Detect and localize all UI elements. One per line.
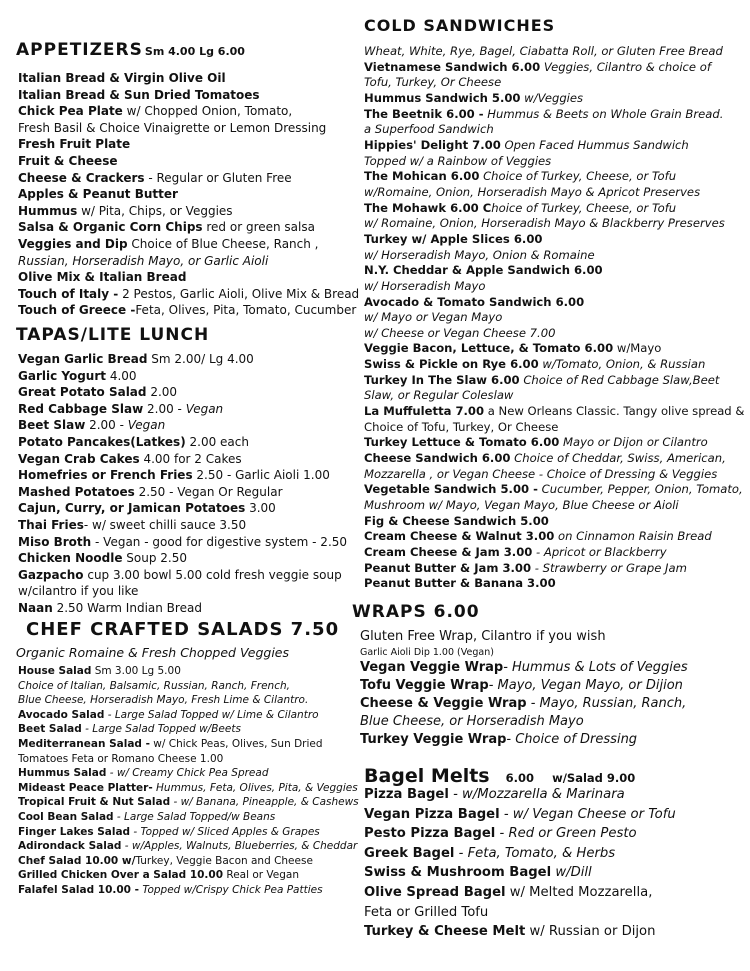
- menu-line: [364, 903, 744, 923]
- menu-line: [364, 404, 745, 420]
- menu-item-name: Olive Mix & Italian Bread: [18, 270, 187, 285]
- menu-item-name: Italian Bread & Sun Dried Tomatoes: [18, 87, 260, 102]
- menu-line: [364, 216, 734, 232]
- menu-line: [18, 810, 358, 825]
- menu-item-name: Swiss & Mushroom Bagel: [364, 865, 552, 881]
- bagel-melts-heading: [364, 765, 635, 787]
- menu-item-desc: Vegan: [185, 401, 224, 416]
- menu-item-name: Cream Cheese & Jam 3.00: [364, 545, 533, 559]
- menu-item-name: Avocado Salad: [18, 708, 105, 721]
- menu-item-name: Hummus: [18, 203, 78, 218]
- menu-line: [18, 517, 348, 534]
- menu-item-desc: Topped w/Crispy Chick Pea Patties: [139, 883, 323, 896]
- menu-line: [18, 384, 348, 401]
- menu-item-desc: w/Mayo: [613, 341, 662, 356]
- menu-item-desc: Choice of Red Cabbage Slaw,Beet: [519, 372, 720, 387]
- menu-line: [18, 302, 357, 319]
- menu-item-name: Swiss & Pickle on Rye 6.00: [364, 357, 539, 372]
- menu-line: [364, 107, 734, 123]
- wraps-note: Gluten Free Wrap, Cilantro if you wish: [360, 629, 606, 644]
- menu-line: [18, 883, 358, 898]
- menu-item-name: Fig & Cheese Sandwich 5.00: [364, 513, 549, 528]
- menu-line: [18, 351, 348, 368]
- menu-line: [364, 388, 734, 404]
- menu-item-name: Hummus Salad: [18, 767, 107, 780]
- bagel-melts-list: [364, 785, 744, 942]
- menu-item-desc: Feta, Olives, Pita, Tomato, Cucumber: [135, 303, 357, 318]
- menu-item-desc: Turkey, Veggie Bacon and Cheese: [135, 854, 313, 867]
- menu-line: [18, 825, 358, 840]
- menu-item-name: Tofu Veggie Wrap: [360, 678, 489, 694]
- menu-line: [364, 357, 734, 373]
- menu-line: [18, 781, 358, 796]
- menu-item-desc: a Superfood Sandwich: [364, 122, 494, 137]
- bagel-melts-salad-price: w/Salad 9.00: [552, 771, 636, 785]
- menu-item-name: Pizza Bagel: [364, 787, 449, 802]
- menu-line: [18, 253, 348, 270]
- menu-line: [18, 868, 358, 883]
- menu-line: [364, 863, 744, 883]
- menu-item-name: Hippies' Delight 7.00: [364, 137, 501, 152]
- menu-item-name: Naan: [18, 600, 53, 615]
- menu-line: [364, 341, 734, 357]
- menu-item-desc: red or green salsa: [202, 220, 315, 235]
- appetizers-title: APPETIZERS: [16, 40, 143, 60]
- menu-item-name: Turkey & Cheese Melt: [364, 924, 526, 940]
- menu-item-desc: Russian, Horseradish Mayo, or Garlic Aioli: [18, 253, 269, 268]
- menu-item-desc: 2.00 -: [143, 401, 186, 416]
- menu-item-name: Beet Slaw: [18, 418, 86, 433]
- menu-item-name: House Salad: [18, 665, 92, 677]
- menu-line: [364, 883, 744, 903]
- menu-item-desc: w/ Chick Peas, Olives, Sun Dried: [149, 737, 323, 750]
- menu-item-desc: Real or Vegan: [223, 869, 300, 882]
- menu-item-desc: Blue Cheese, or Horseradish Mayo: [360, 714, 584, 730]
- menu-item-name: Thai Fries: [18, 517, 84, 532]
- menu-item-desc: - Large Salad Topped w/ Lime & Cilantro: [104, 708, 319, 721]
- menu-item-name: Greek Bagel: [364, 845, 455, 861]
- menu-item-name: Cheese & Crackers: [18, 170, 145, 185]
- menu-item-desc: Choice of Cheddar, Swiss, American,: [510, 451, 726, 466]
- menu-line: [360, 677, 740, 695]
- menu-item-desc: Choice of Blue Cheese, Ranch ,: [127, 236, 319, 251]
- menu-item-desc: Hummus & Beets on Whole Grain Bread.: [483, 106, 724, 121]
- menu-item-name: Tropical Fruit & Nut Salad: [18, 796, 171, 809]
- menu-line: [364, 561, 734, 577]
- menu-item-desc: Veggies, Cilantro & choice of: [540, 59, 711, 74]
- menu-item-name: Chicken Noodle: [18, 551, 123, 566]
- menu-item-desc: - Hummus & Lots of Veggies: [503, 660, 688, 676]
- menu-item-desc: w/ Mayo or Vegan Mayo: [364, 310, 503, 325]
- menu-line: [364, 263, 734, 279]
- menu-line: [18, 854, 358, 869]
- cold-sandwiches-heading: COLD SANDWICHES: [364, 16, 556, 35]
- menu-item-desc: cup 3.00 bowl 5.00 cold fresh veggie soup: [83, 567, 342, 582]
- appetizers-heading: [16, 42, 245, 59]
- menu-item-name: Peanut Butter & Banana 3.00: [364, 576, 556, 591]
- menu-item-name: Cheese Sandwich 6.00: [364, 451, 511, 466]
- menu-item-desc: w/cilantro if you like: [18, 584, 139, 599]
- menu-item-desc: w/ Romaine, Onion, Horseradish Mayo & Blackberry Preserves: [364, 216, 725, 231]
- menu-item-name: The Mohawk 6.00 C: [364, 200, 492, 215]
- menu-item-desc: 2.50 - Garlic Aioli 1.00: [192, 468, 330, 483]
- menu-line: [364, 451, 734, 467]
- menu-item-desc: Cucumber, Pepper, Onion, Tomato,: [537, 482, 743, 497]
- menu-item-name: Fruit & Cheese: [18, 153, 118, 168]
- menu-item-desc: 4.00 for 2 Cakes: [139, 451, 242, 466]
- menu-item-name: Homefries or French Fries: [18, 468, 193, 483]
- menu-item-desc: 2 Pestos, Garlic Aioli, Olive Mix & Bread: [118, 286, 360, 301]
- menu-item-name: Finger Lakes Salad: [18, 825, 131, 838]
- menu-item-desc: - Regular or Gluten Free: [144, 170, 292, 185]
- menu-item-desc: Sm 3.00 Lg 5.00: [91, 665, 181, 677]
- menu-item-name: Italian Bread & Virgin Olive Oil: [18, 71, 226, 85]
- menu-line: [364, 60, 734, 76]
- menu-item-desc: - w/Mozzarella & Marinara: [448, 787, 625, 802]
- menu-line: [18, 434, 348, 451]
- menu-item-name: Touch of Italy -: [18, 286, 119, 301]
- menu-item-desc: 2.00 each: [185, 434, 249, 449]
- menu-item-desc: Feta or Grilled Tofu: [364, 904, 489, 920]
- menu-line: [18, 484, 348, 501]
- menu-line: [364, 576, 734, 592]
- menu-line: [364, 138, 734, 154]
- wraps-items: [360, 659, 740, 749]
- menu-line: [360, 695, 740, 713]
- menu-item-desc: Mozzarella , or Vegan Cheese - Choice of Dressing & Veggies: [364, 466, 718, 481]
- menu-line: [18, 120, 348, 137]
- menu-item-desc: Wheat, White, Rye, Bagel, Ciabatta Roll, or Gluten Free Bread: [364, 44, 723, 58]
- menu-line: [364, 785, 744, 805]
- menu-item-name: Beet Salad: [18, 723, 82, 736]
- menu-item-name: Miso Broth: [18, 534, 92, 549]
- menu-item-name: Garlic Yogurt: [18, 368, 107, 383]
- menu-item-desc: Soup 2.50: [122, 551, 187, 566]
- menu-item-name: Turkey In The Slaw 6.00: [364, 372, 520, 387]
- menu-item-desc: Hummus, Feta, Olives, Pita, & Veggies: [152, 781, 358, 794]
- menu-line: [364, 91, 734, 107]
- menu-line: [18, 567, 348, 584]
- menu-item-name: Olive Spread Bagel: [364, 884, 506, 900]
- menu-line: [364, 529, 734, 545]
- menu-item-name: Cream Cheese & Walnut 3.00: [364, 529, 555, 544]
- menu-line: [364, 805, 744, 825]
- menu-item-desc: Tofu, Turkey, Or Cheese: [364, 75, 502, 90]
- menu-item-desc: Choice of Turkey, Cheese, or Tofu: [479, 169, 677, 184]
- menu-item-desc: w/Tomato, Onion, & Russian: [538, 357, 706, 372]
- menu-line: [364, 373, 734, 389]
- menu-item-desc: - w/ sweet chilli sauce 3.50: [83, 517, 247, 532]
- menu-line: [364, 326, 734, 342]
- menu-line: [18, 70, 348, 87]
- bagel-melts-title: Bagel Melts: [364, 765, 490, 787]
- menu-item-desc: - Choice of Dressing: [506, 732, 638, 748]
- menu-line: [18, 451, 348, 468]
- menu-line: [18, 500, 348, 517]
- menu-item-desc: w/Romaine, Onion, Horseradish Mayo & Apricot Preserves: [364, 184, 701, 199]
- menu-line: [364, 824, 744, 844]
- menu-line: [364, 482, 743, 498]
- menu-item-desc: Tomatoes Feta or Romano Cheese 1.00: [18, 752, 224, 765]
- menu-line: [18, 153, 348, 170]
- wraps-heading: WRAPS 6.00: [352, 602, 480, 622]
- menu-item-name: Grilled Chicken Over a Salad 10.00: [18, 869, 224, 882]
- menu-item-name: Vegan Veggie Wrap: [360, 660, 504, 676]
- menu-line: [18, 269, 348, 286]
- menu-item-desc: Fresh Basil & Choice Vinaigrette or Lemon Dressing: [18, 120, 327, 135]
- menu-line: [18, 219, 348, 236]
- menu-line: [364, 498, 734, 514]
- menu-item-desc: w/Veggies: [520, 90, 584, 105]
- menu-item-name: Potato Pancakes(Latkes): [18, 434, 186, 449]
- menu-item-name: Cheese & Veggie Wrap: [360, 696, 527, 712]
- menu-item-desc: Topped w/ a Rainbow of Veggies: [364, 153, 552, 168]
- menu-item-name: Mediterranean Salad -: [18, 737, 150, 750]
- menu-item-name: Turkey w/ Apple Slices 6.00: [364, 231, 543, 246]
- menu-item-desc: 2.50 - Vegan Or Regular: [134, 484, 283, 499]
- menu-item-name: Vegan Crab Cakes: [18, 451, 140, 466]
- menu-item-desc: - Strawberry or Grape Jam: [531, 560, 687, 575]
- menu-line: [364, 545, 734, 561]
- menu-item-name: Veggie Bacon, Lettuce, & Tomato 6.00: [364, 341, 614, 356]
- menu-item-desc: Sm 2.00/ Lg 4.00: [147, 352, 254, 366]
- menu-line: [18, 103, 348, 120]
- cold-sandwiches-list: [364, 44, 745, 592]
- menu-line: [364, 922, 744, 942]
- menu-item-name: Cajun, Curry, or Jamican Potatoes: [18, 501, 246, 516]
- menu-line: [18, 136, 348, 153]
- menu-item-desc: - Vegan - good for digestive system - 2.50: [91, 534, 348, 549]
- menu-item-desc: - Large Salad Topped w/Beets: [81, 723, 241, 736]
- menu-line: [360, 731, 740, 749]
- bagel-melts-price: 6.00: [505, 771, 535, 785]
- menu-item-name: Mashed Potatoes: [18, 484, 135, 499]
- menu-line: [18, 170, 348, 187]
- menu-line: [18, 286, 360, 303]
- menu-item-name: The Beetnik 6.00 -: [364, 106, 484, 121]
- menu-line: [18, 795, 358, 810]
- menu-item-name: La Muffuletta 7.00: [364, 404, 485, 419]
- menu-item-name: Mideast Peace Platter-: [18, 781, 153, 794]
- menu-item-name: Chef Salad 10.00 w/: [18, 854, 136, 867]
- menu-item-name: Great Potato Salad: [18, 385, 147, 400]
- menu-item-desc: w/ Pita, Chips, or Veggies: [77, 203, 233, 218]
- menu-item-name: Vietnamese Sandwich 6.00: [364, 59, 541, 74]
- menu-item-desc: - Feta, Tomato, & Herbs: [454, 845, 616, 861]
- menu-line: [18, 186, 348, 203]
- menu-item-name: Adirondack Salad: [18, 840, 122, 853]
- menu-item-desc: - w/ Creamy Chick Pea Spread: [106, 767, 269, 780]
- menu-item-desc: Choice of Italian, Balsamic, Russian, Ranch, French,: [18, 679, 290, 692]
- menu-line: [364, 44, 734, 60]
- menu-item-name: Vegan Garlic Bread: [18, 352, 148, 366]
- wraps-list: [360, 628, 740, 750]
- menu-item-name: Pesto Pizza Bagel: [364, 826, 496, 842]
- menu-line: [364, 122, 734, 138]
- menu-item-desc: w/ Melted Mozzarella,: [505, 884, 653, 900]
- menu-item-name: Peanut Butter & Jam 3.00: [364, 560, 532, 575]
- menu-item-name: Apples & Peanut Butter: [18, 187, 178, 202]
- menu-line: [18, 722, 358, 737]
- salads-subtitle: Organic Romaine & Fresh Chopped Veggies: [16, 645, 290, 660]
- menu-item-desc: w/ Russian or Dijon: [525, 924, 656, 940]
- menu-item-desc: w/ Horseradish Mayo: [364, 278, 486, 293]
- menu-line: [360, 713, 740, 731]
- menu-item-desc: Mushroom w/ Mayo, Vegan Mayo, Blue Cheese or Aioli: [364, 498, 679, 513]
- menu-item-desc: - w/ Vegan Cheese or Tofu: [499, 806, 676, 822]
- menu-line: [18, 679, 358, 694]
- menu-item-desc: Open Faced Hummus Sandwich: [500, 137, 689, 152]
- menu-line: [364, 185, 734, 201]
- menu-item-name: Touch of Greece -: [18, 303, 136, 318]
- menu-item-desc: Choice of Tofu, Turkey, Or Cheese: [364, 419, 559, 434]
- menu-line: [18, 467, 348, 484]
- menu-item-desc: 2.00: [146, 385, 178, 400]
- menu-item-desc: w/Dill: [551, 865, 592, 881]
- menu-line: [18, 839, 358, 854]
- menu-item-desc: Slaw, or Regular Coleslaw: [364, 388, 514, 403]
- menu-item-name: Cool Bean Salad: [18, 810, 114, 823]
- menu-item-name: N.Y. Cheddar & Apple Sandwich 6.00: [364, 263, 603, 278]
- menu-line: [18, 766, 358, 781]
- menu-item-name: Avocado & Tomato Sandwich 6.00: [364, 294, 585, 309]
- appetizers-price-note: Sm 4.00 Lg 6.00: [144, 45, 245, 58]
- menu-item-desc: w/ Cheese or Vegan Cheese 7.00: [364, 325, 556, 340]
- menu-item-desc: 2.50 Warm Indian Bread: [52, 600, 202, 615]
- menu-item-desc: w/ Chopped Onion, Tomato,: [122, 104, 293, 119]
- menu-item-desc: a New Orleans Classic. Tangy olive spread &: [484, 404, 745, 419]
- menu-line: [18, 236, 348, 253]
- menu-item-desc: 2.00 -: [85, 418, 128, 433]
- salads-heading: CHEF CRAFTED SALADS 7.50: [26, 619, 340, 640]
- menu-item-desc: Blue Cheese, Horseradish Mayo, Fresh Lime & Cilantro.: [18, 694, 309, 707]
- menu-line: [364, 232, 734, 248]
- menu-item-name: Falafel Salad 10.00 -: [18, 883, 140, 896]
- menu-line: [18, 534, 348, 551]
- menu-line: [18, 737, 358, 752]
- menu-line: [18, 708, 358, 723]
- menu-line: [18, 664, 358, 679]
- menu-line: [364, 844, 744, 864]
- menu-item-desc: - w/Apples, Walnuts, Blueberries, & Cheddar: [121, 840, 358, 853]
- menu-item-name: Vegan Pizza Bagel: [364, 806, 500, 822]
- menu-line: [364, 467, 734, 483]
- menu-item-name: Turkey Veggie Wrap: [360, 732, 507, 748]
- menu-item-name: Gazpacho: [18, 567, 84, 582]
- menu-item-name: Veggies and Dip: [18, 236, 128, 251]
- menu-line: [18, 401, 348, 418]
- menu-item-name: Fresh Fruit Plate: [18, 137, 131, 152]
- menu-line: [18, 752, 358, 767]
- menu-line: [364, 310, 734, 326]
- menu-item-desc: Vegan: [127, 418, 166, 433]
- menu-line: [364, 295, 734, 311]
- menu-line: [18, 693, 358, 708]
- menu-line: [364, 435, 734, 451]
- menu-item-name: Chick Pea Plate: [18, 104, 123, 119]
- menu-item-desc: Mayo or Dijon or Cilantro: [559, 435, 708, 450]
- menu-item-desc: - Apricot or Blackberry: [532, 545, 667, 559]
- menu-item-name: Hummus Sandwich 5.00: [364, 90, 521, 105]
- wraps-aioli-note: Garlic Aioli Dip 1.00 (Vegan): [360, 647, 494, 659]
- menu-line: [18, 87, 348, 104]
- menu-item-desc: 4.00: [106, 368, 137, 383]
- menu-item-name: Turkey Lettuce & Tomato 6.00: [364, 435, 560, 450]
- menu-item-desc: - w/ Banana, Pineapple, & Cashews: [170, 796, 359, 809]
- menu-item-name: Vegetable Sandwich 5.00 -: [364, 482, 538, 497]
- menu-line: [364, 201, 734, 217]
- tapas-list: [18, 351, 348, 617]
- menu-line: [18, 583, 348, 600]
- menu-item-name: Salsa & Organic Corn Chips: [18, 220, 203, 235]
- menu-item-name: Red Cabbage Slaw: [18, 401, 144, 416]
- appetizers-list: [18, 70, 360, 319]
- menu-line: [18, 368, 348, 385]
- menu-item-desc: on Cinnamon Raisin Bread: [554, 529, 712, 544]
- menu-item-desc: - Mayo, Vegan Mayo, or Dijion: [488, 678, 683, 694]
- menu-item-desc: - Red or Green Pesto: [495, 826, 637, 842]
- menu-line: [18, 550, 348, 567]
- menu-line: [364, 154, 734, 170]
- menu-line: [364, 420, 734, 436]
- menu-line: [364, 248, 734, 264]
- menu-line: [364, 169, 734, 185]
- menu-line: [18, 417, 348, 434]
- salads-list: [18, 664, 358, 898]
- menu-item-desc: - Mayo, Russian, Ranch,: [526, 696, 687, 712]
- menu-item-desc: hoice of Turkey, Cheese, or Tofu: [491, 200, 677, 215]
- menu-line: [18, 600, 348, 617]
- menu-item-name: The Mohican 6.00: [364, 169, 480, 184]
- menu-line: [364, 514, 734, 530]
- menu-item-desc: 3.00: [245, 501, 276, 516]
- menu-line: [360, 659, 740, 677]
- menu-line: [364, 279, 734, 295]
- menu-line: [364, 75, 734, 91]
- menu-item-desc: w/ Horseradish Mayo, Onion & Romaine: [364, 247, 595, 262]
- menu-line: [18, 203, 348, 220]
- menu-item-desc: - Large Salad Topped/w Beans: [113, 810, 276, 823]
- tapas-heading: TAPAS/LITE LUNCH: [16, 325, 210, 345]
- menu-item-desc: - Topped w/ Sliced Apples & Grapes: [130, 825, 320, 838]
